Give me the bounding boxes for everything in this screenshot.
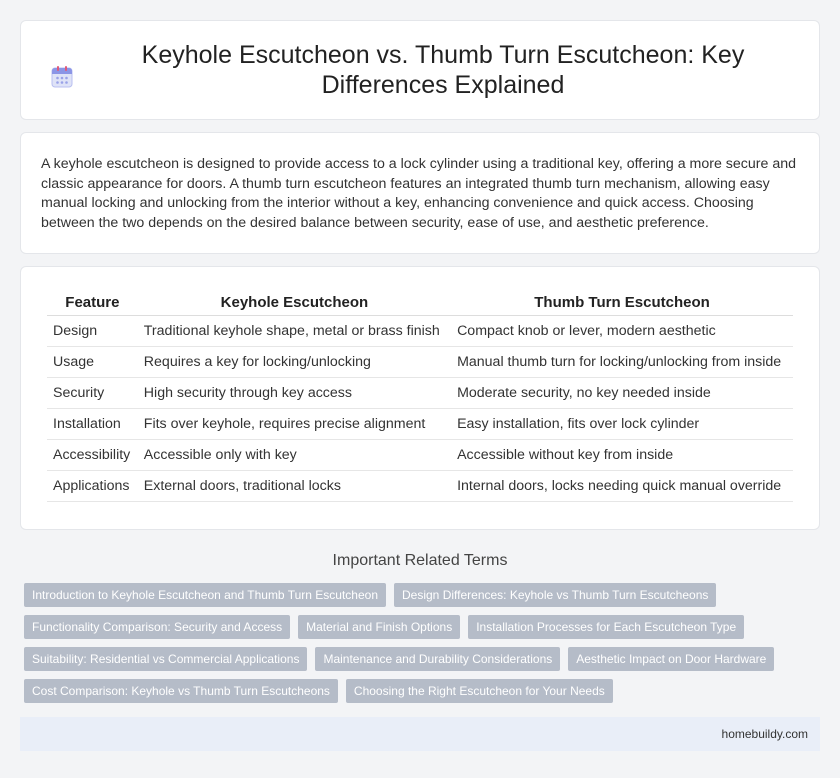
comparison-table xyxy=(47,291,793,502)
table-cell: Accessible only with key xyxy=(138,440,451,471)
table-cell: High security through key access xyxy=(138,378,451,409)
table-cell: Internal doors, locks needing quick manual override xyxy=(451,471,793,502)
table-cell: Compact knob or lever, modern aesthetic xyxy=(451,316,793,347)
table-cell: Manual thumb turn for locking/unlocking from inside xyxy=(451,347,793,378)
table-cell: Usage xyxy=(47,347,138,378)
table-cell: Moderate security, no key needed inside xyxy=(451,378,793,409)
table-cell: Accessible without key from inside xyxy=(451,440,793,471)
table-cell: Traditional keyhole shape, metal or brass finish xyxy=(138,316,451,347)
table-cell: Security xyxy=(47,378,138,409)
related-term-tag[interactable]: Functionality Comparison: Security and Access xyxy=(24,615,290,639)
title-row xyxy=(49,40,791,100)
table-row xyxy=(47,409,793,440)
table-cell: Easy installation, fits over lock cylinder xyxy=(451,409,793,440)
page-title: Keyhole Escutcheon vs. Thumb Turn Escutcheon: Key Differences Explained xyxy=(141,41,745,99)
comparison-table-card xyxy=(20,266,820,530)
table-cell: Applications xyxy=(47,471,138,502)
related-term-tag[interactable]: Suitability: Residential vs Commercial Applications xyxy=(24,647,307,671)
calendar-icon xyxy=(49,64,75,90)
table-row xyxy=(47,347,793,378)
table-cell: Requires a key for locking/unlocking xyxy=(138,347,451,378)
table-cell: Accessibility xyxy=(47,440,138,471)
table-row xyxy=(47,440,793,471)
table-cell: Fits over keyhole, requires precise alignment xyxy=(138,409,451,440)
footer xyxy=(20,717,820,751)
related-term-tag[interactable]: Maintenance and Durability Considerations xyxy=(315,647,560,671)
footer-site-link[interactable]: homebuildy.com xyxy=(721,727,808,741)
table-row xyxy=(47,316,793,347)
table-cell: Installation xyxy=(47,409,138,440)
related-term-tag[interactable]: Choosing the Right Escutcheon for Your Needs xyxy=(346,679,613,703)
related-term-tag[interactable]: Design Differences: Keyhole vs Thumb Turn Escutcheons xyxy=(394,583,716,607)
related-term-tag[interactable]: Cost Comparison: Keyhole vs Thumb Turn Escutcheons xyxy=(24,679,338,703)
related-terms-title: Important Related Terms xyxy=(332,552,508,569)
table-row xyxy=(47,471,793,502)
table-row xyxy=(47,378,793,409)
related-term-tag[interactable]: Material and Finish Options xyxy=(298,615,460,639)
table-cell: Design xyxy=(47,316,138,347)
table-cell: External doors, traditional locks xyxy=(138,471,451,502)
column-header-thumb-turn: Thumb Turn Escutcheon xyxy=(451,291,793,316)
column-header-feature: Feature xyxy=(47,291,138,316)
related-term-tag[interactable]: Aesthetic Impact on Door Hardware xyxy=(568,647,774,671)
related-terms-list xyxy=(24,583,816,703)
title-card xyxy=(20,20,820,120)
intro-paragraph: A keyhole escutcheon is designed to provide access to a lock cylinder using a traditional key, offering a more secure and classic appearance for doors. A thumb turn escutcheon features an integrated thumb turn mechanism, allowing easy manual locking and unlocking from the interior without a key, enhancing convenience and quick access. Choosing between the two depends on the desired balance between security, ease of use, and aesthetic preference. xyxy=(41,156,796,231)
related-term-tag[interactable]: Installation Processes for Each Escutcheon Type xyxy=(468,615,744,639)
related-term-tag[interactable]: Introduction to Keyhole Escutcheon and Thumb Turn Escutcheon xyxy=(24,583,386,607)
table-header-row xyxy=(47,291,793,316)
column-header-keyhole: Keyhole Escutcheon xyxy=(138,291,451,316)
intro-card xyxy=(20,132,820,254)
